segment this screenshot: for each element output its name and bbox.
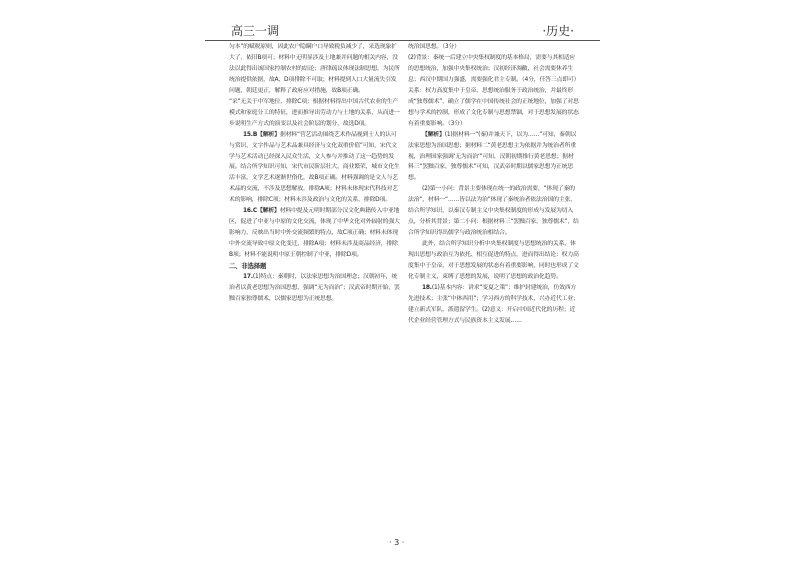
analysis-tag: 【解析】: [257, 131, 280, 138]
paragraph: 统治国思想。（3分）: [408, 44, 460, 50]
paragraph: (2)第一小问：背景主要体现在统一的政治需要，“体现了秦的法治”，材料一“……皆以法为治”体现了秦统治者依法治国的主张，结合所学知识，以秦汉专制主义中央集权制度的形成与发展为切入点，分析其背景；第二小问：根据材料三“罢黜百家，独尊儒术”，结合所学知识得出儒学与政治统治相结合。: [408, 186, 579, 237]
left-column: [229, 42, 400, 305]
question-16: [229, 206, 400, 261]
question-number: 18.: [422, 284, 432, 291]
answer-letter: B: [252, 131, 258, 138]
question-number: 16.: [243, 208, 253, 215]
answer-letter: C: [252, 208, 257, 215]
section-title: 二、非选择题: [229, 262, 267, 271]
page-number: · 3 ·: [389, 538, 405, 547]
analysis-text: (1)据材料一“(秦)并兼天下，以为……”可知，秦朝以法家思想为治国思想；据材料二“黄老思想主为依据并为统治者所重视，治理国家强调‘无为而治’”可知，汉朝初期推行黄老思想；据材料三“罢黜百家，独尊儒术”可知，汉武帝时期以儒家思想为正统思想。: [408, 131, 577, 182]
analysis-tag: 【解析】: [422, 131, 445, 138]
right-column: [408, 42, 579, 327]
question-number: 15.: [243, 131, 253, 138]
question-number: 17.: [243, 274, 253, 281]
paragraph: “采”无关于中军地位，排除C项；根据材料得出中国古代农业的生产模式和家庭分工的特征，进而推导出劳动力与土地的关系，从而进一步说明生产方式的演变以及社会阶层的划分，故选D项。: [229, 98, 400, 127]
answer-text: (1)特点：秦朝时，以法家思想为治国理念；汉朝初年，统治者以黄老思想为治国思想，强调“无为而治”；汉武帝时期开始，罢黜百家独尊儒术，以儒家思想为正统思想。: [229, 274, 400, 302]
paragraph: (2)背景：秦统一后建立中央集权制度的基本格局，需要与其相适应的思想统治，加强中央集权统治；汉初经济凋敝，社会需要休养生息；西汉中期国力强盛，需要强化君主专制。（4分，任答三点即可）: [408, 54, 580, 83]
question-15: [229, 130, 400, 207]
analysis-tag: 【解析】: [256, 208, 280, 215]
page-header: [205, 20, 600, 41]
paragraph: 匀本”的赋税原则，因此农户隐瞒户口导致税负减少了，采选现象扩大了，依旧B项可；材料中无明显涉及土地兼并问题的相关内容，没法以此得出该国家控制农村的结论；唐律疏议体现法制思想，为民所统治提供依据，故A、D项排除不可取；材料提到人口大量流失引发问题，朝廷更正，解释了政府应对措施，故B项正确。: [229, 44, 400, 94]
answer-text: (1)基本内容：讲求“变夏之策”；维护封建统治，仿效西方先进技术；主张“中体西用”；学习西方的科学技术，兴办近代工业；建立新式军队，派遣留学生。(2)意义：开启中国近代化的历程；近代企业经营管理方式与民族资本主义发展……: [408, 284, 579, 324]
question-18: [408, 283, 579, 327]
header-left-title: 高三一调: [231, 24, 280, 38]
analysis-text: 据材料“营艺活动围绕艺术作品视到士人的认可与赏识，文字作品与艺术品兼具经济与文化双重价值”可知，宋代文学与艺术活动已经深入民众生活，文人参与并推动了这一趋势的发展。结合所学知识可知，宋代市民阶层壮大，商业繁荣，城市文化生活丰富，文学艺术逐渐世俗化，故B项正确。材料强调的是文人与艺术品的交流，不涉及思想解放，排除A项；材料未体现宋代科技对艺术的影响，排除C项；材料未涉及政治与文化的关系，排除D项。: [229, 131, 400, 204]
analysis-text: 材料中提及元明时期部分汉文化典籍传入中亚地区，促进了中亚与中原的文化交流，体现了中华文化对外辐射的强大影响力，反映出当时中外交流频繁的特点，故C项正确；材料未体现中外交流导致中原文化变迁，排除A项；材料未涉及商品经济，排除B项；材料不能说明中原王朝控制了中亚，排除D项。: [229, 208, 400, 259]
question-17: [229, 272, 400, 305]
header-subject: ·历史·: [542, 24, 574, 38]
paragraph: 此外，结合所学知识分析中央集权制度与思想统治的关系，体现出思想与政治互为依托、相互促进的特点，进而得出结论：权力高度集中于皇帝，对于思想发展的状态有着重要影响，同时也形成了文化专制主义，束缚了思想的发展，说明了思想的政治化趋势。: [408, 241, 579, 281]
analysis-block: [408, 130, 579, 185]
paragraph: 关系：权力高度集中于皇帝，思想统治服务于政治统治，并最终形成“独尊儒术”，确立了儒学在中国传统社会的正统地位，加强了对思想与学术的控制，形成了文化专制与思想禁锢，对于思想发展的状态有着重要影响。（3分）: [408, 87, 579, 127]
